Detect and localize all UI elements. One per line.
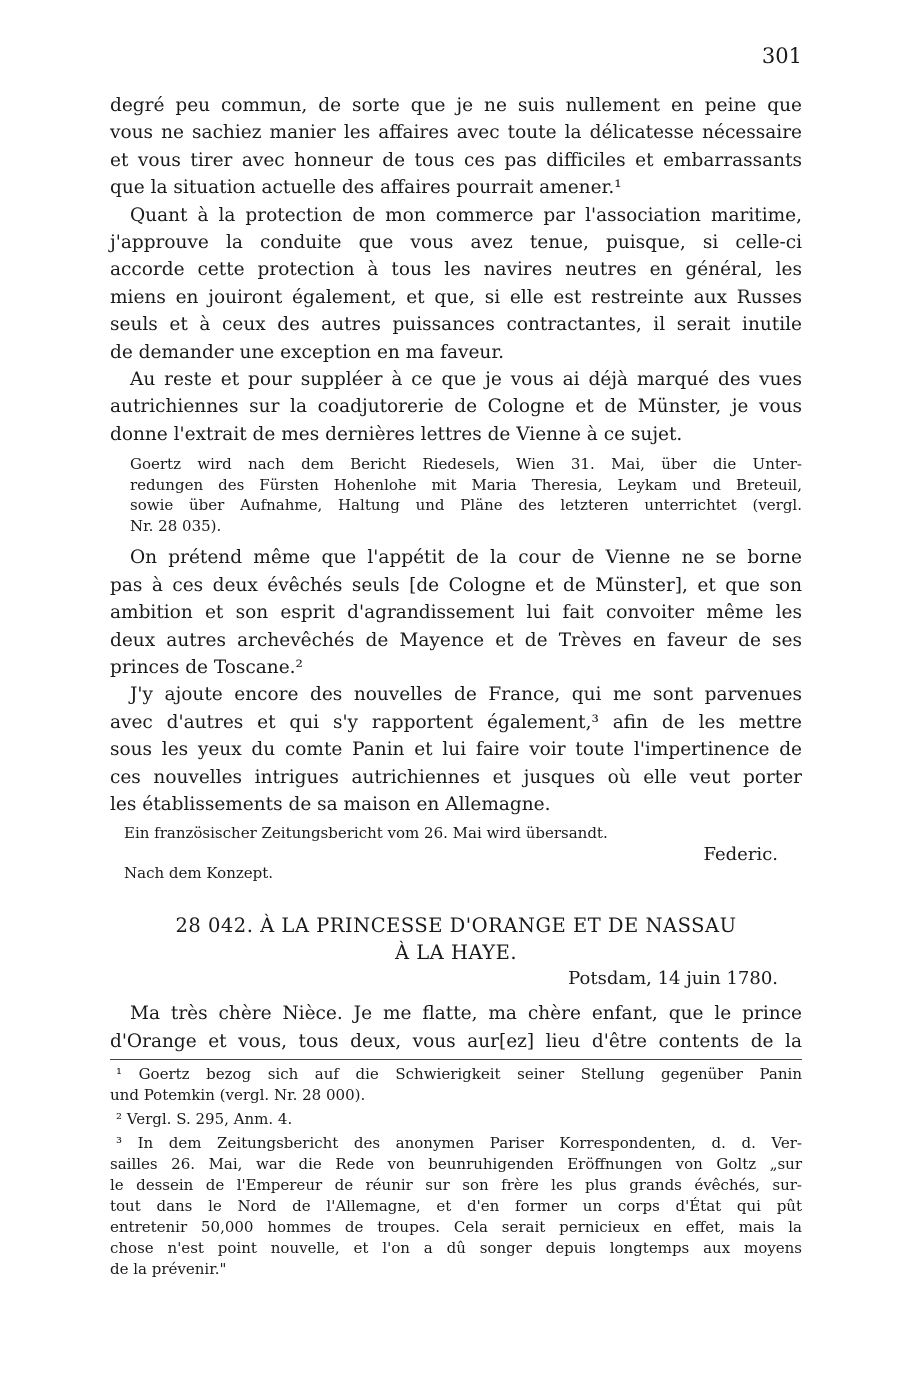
- paragraph-2: [110, 202, 802, 366]
- text-line: de demander une exception en ma faveur.: [110, 341, 505, 363]
- paragraph-3: [110, 366, 802, 448]
- text-line: seuls et à ceux des autres puissances contractantes, il serait inutile: [110, 314, 802, 336]
- text-line: pas à ces deux évêchés seuls [de Cologne et de Münster], et que son: [110, 574, 802, 596]
- footnote-1: [110, 1064, 802, 1106]
- page-number: 301: [761, 44, 802, 68]
- paragraph-5: [110, 681, 802, 818]
- text-line: j'approuve la conduite que vous avez tenue, puisque, si celle-ci: [110, 232, 802, 254]
- footnote-divider: [110, 1059, 802, 1060]
- text-line: avec d'autres et qui s'y rapportent également,³ afin de les mettre: [110, 711, 802, 733]
- paragraph-4: [110, 544, 802, 681]
- text-line: d'Orange et vous, tous deux, vous aur[ez] lieu d'être contents de la: [110, 1030, 802, 1052]
- enclosure-note: Ein französischer Zeitungsbericht vom 26. Mai wird übersandt.: [124, 824, 608, 843]
- text-line: J'y ajoute encore des nouvelles de France, qui me sont parvenues: [130, 684, 802, 706]
- footnote-line: tout dans le Nord de l'Allemagne, et d'en former un corps d'État qui pût: [110, 1197, 802, 1216]
- footnote-line: chose n'est point nouvelle, et l'on a dû songer depuis longtemps aux moyens: [110, 1239, 802, 1258]
- text-line: On prétend même que l'appétit de la cour de Vienne ne se borne: [130, 547, 802, 569]
- note-line: sowie über Aufnahme, Haltung und Pläne des letzteren unterrichtet (vergl.: [130, 496, 802, 515]
- text-line: miens en jouiront également, et que, si elle est restreinte aux Russes: [110, 286, 802, 308]
- text-line: deux autres archevêchés de Mayence et de Trèves en faveur de ses: [110, 629, 802, 651]
- closing-block: [110, 824, 802, 866]
- text-line: et vous tirer avec honneur de tous ces pas difficiles et embarrassants: [110, 149, 802, 171]
- footnotes: [110, 1064, 802, 1280]
- heading-line-1: 28 042. À LA PRINCESSE D'ORANGE ET DE NASSAU: [175, 914, 737, 938]
- text-line: Au reste et pour suppléer à ce que je vous ai déjà marqué des vues: [130, 369, 802, 391]
- footnote-3: [110, 1133, 802, 1280]
- footnote-2: [110, 1109, 802, 1130]
- source-note: Nach dem Konzept.: [124, 864, 274, 883]
- text-line: ambition et son esprit d'agrandissement lui fait convoiter même les: [110, 602, 802, 624]
- text-line: ces nouvelles intrigues autrichiennes et jusques où elle veut porter: [110, 766, 802, 788]
- text-line: vous ne sachiez manier les affaires avec toute la délicatesse nécessaire: [110, 122, 802, 144]
- footnote-line: und Potemkin (vergl. Nr. 28 000).: [110, 1086, 366, 1105]
- footnote-line: ¹ Goertz bezog sich auf die Schwierigkeit seiner Stellung gegenüber Panin: [116, 1065, 802, 1084]
- footnote-line: ² Vergl. S. 295, Anm. 4.: [116, 1110, 293, 1129]
- text-line: sous les yeux du comte Panin et lui faire voir toute l'impertinence de: [110, 739, 802, 761]
- text-line: donne l'extrait de mes dernières lettres de Vienne à ce sujet.: [110, 423, 683, 445]
- text-line: autrichiennes sur la coadjutorerie de Cologne et de Münster, je vous: [110, 396, 802, 418]
- text-line: Ma très chère Nièce. Je me flatte, ma chère enfant, que le prince: [130, 1003, 802, 1025]
- note-line: redungen des Fürsten Hohenlohe mit Maria Theresia, Leykam und Breteuil,: [130, 475, 802, 494]
- text-line: degré peu commun, de sorte que je ne suis nullement en peine que: [110, 95, 802, 116]
- text-line: que la situation actuelle des affaires pourrait amener.¹: [110, 177, 622, 199]
- letter-opening: [110, 1000, 802, 1055]
- footnote-line: le dessein de l'Empereur de réunir sur son frère les plus grands évêchés, sur-: [110, 1176, 802, 1195]
- text-line: accorde cette protection à tous les navires neutres en général, les: [110, 259, 802, 281]
- note-line: Goertz wird nach dem Bericht Riedesels, Wien 31. Mai, über die Unter-: [130, 455, 802, 474]
- paragraph-1: [110, 92, 802, 202]
- text-line: les établissements de sa maison en Allemagne.: [110, 793, 551, 815]
- letter-heading: [110, 912, 802, 966]
- footnote-line: de la prévenir.": [110, 1260, 227, 1279]
- footnote-line: sailles 26. Mai, war die Rede von beunruhigenden Eröffnungen von Goltz „sur: [110, 1155, 802, 1174]
- note-line: Nr. 28 035).: [130, 516, 222, 535]
- footnote-line: entretenir 50,000 hommes de troupes. Cela serait pernicieux en effet, mais la: [110, 1218, 802, 1237]
- heading-line-2: À LA HAYE.: [394, 941, 518, 965]
- text-line: princes de Toscane.²: [110, 656, 303, 678]
- signature: Federic.: [703, 844, 778, 866]
- footnote-line: ³ In dem Zeitungsbericht des anonymen Pariser Korrespondenten, d. d. Ver-: [116, 1134, 802, 1153]
- editorial-note: [130, 454, 802, 536]
- dateline: Potsdam, 14 juin 1780.: [568, 968, 778, 990]
- page-body: [110, 92, 802, 1283]
- text-line: Quant à la protection de mon commerce par l'association maritime,: [130, 204, 802, 226]
